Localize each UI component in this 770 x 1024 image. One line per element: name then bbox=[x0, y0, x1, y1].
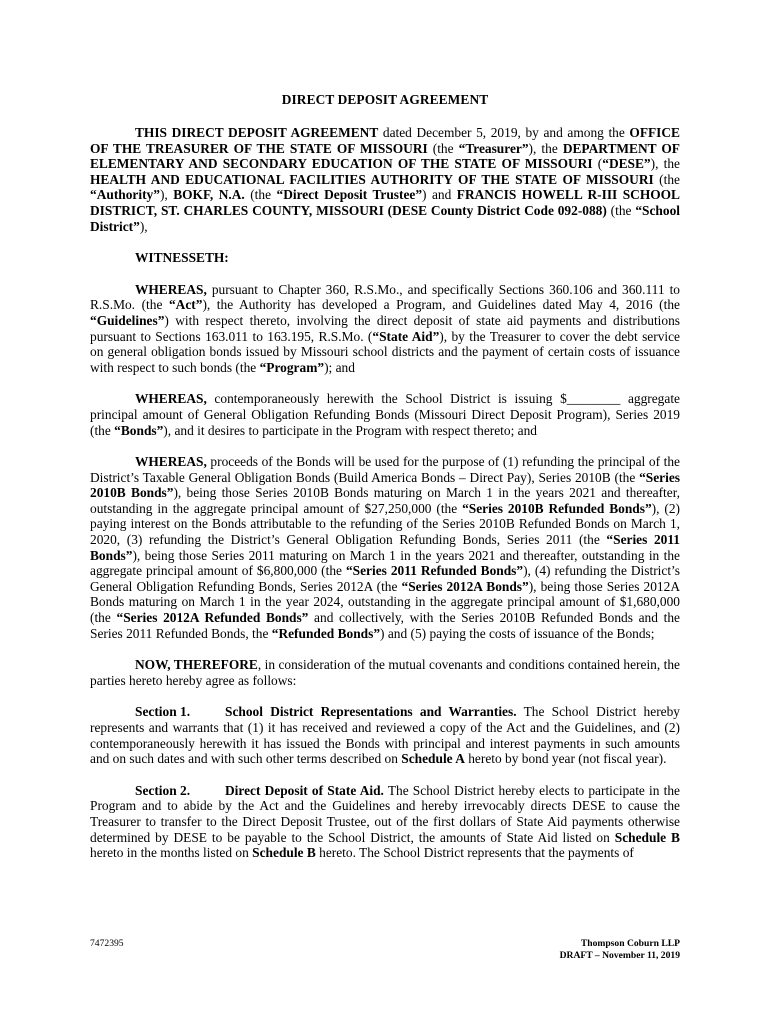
text-run: and collectively, with the Series 2010B Refunded Bonds and the Series 2011 Refunded Bonds, the bbox=[90, 610, 680, 641]
section-1-paragraph bbox=[90, 704, 680, 766]
text-run: FRANCIS HOWELL R-III SCHOOL DISTRICT, ST. CHARLES COUNTY, MISSOURI (DESE County District Code 092-088) bbox=[90, 187, 680, 218]
whereas-paragraph-1 bbox=[90, 282, 680, 376]
section-2-label: Section 2. bbox=[135, 782, 191, 798]
text-run: “Bonds” bbox=[114, 422, 164, 438]
text-run: “State Aid” bbox=[372, 328, 440, 344]
text-run: ), (4) refunding the District’s General Obligation Refunding Bonds, Series 2012A (the bbox=[90, 563, 680, 594]
text-run: “Series 2011 Refunded Bonds” bbox=[345, 563, 524, 579]
text-run: contemporaneously herewith the School District is issuing $________ aggregate principal amount of General Obligation Refunding Bonds (Missouri Direct Deposit Program), Series 2019 (the bbox=[90, 391, 680, 438]
text-run: ); and bbox=[324, 359, 355, 375]
text-run: ) and (5) paying the costs of issuance of the Bonds; bbox=[380, 625, 655, 641]
text-run: ) with respect thereto, involving the direct deposit of state aid payments and distributions pursuant to Sections 163.011 to 163.195, R.S.Mo. ( bbox=[90, 312, 680, 344]
text-run: “School District” bbox=[90, 202, 680, 234]
text-run: “Series 2012A Refunded Bonds” bbox=[116, 610, 309, 626]
text-run: The School District hereby elects to participate in the Program and to abide by the Act and the Guidelines and hereby irrevocably directs DESE to cause the Treasurer to transfer to the Direct Deposit Trustee, out of the first dollars of State Aid payments otherwise determined by DESE to be payable to the School District, the amounts of State Aid listed on bbox=[90, 782, 680, 845]
text-run: ( bbox=[592, 156, 603, 172]
text-run: “Authority” bbox=[90, 187, 160, 203]
text-run: ), by the Treasurer to cover the debt service on general obligation bonds issued by Missouri school districts and the payment of certain costs of issuance with respect to such bonds (the bbox=[90, 328, 681, 375]
text-run: ) and bbox=[422, 187, 457, 203]
text-run: WHEREAS, bbox=[135, 454, 207, 470]
text-run: dated December 5, 2019, by and among the bbox=[378, 125, 630, 140]
text-run: BOKF, N.A. bbox=[173, 187, 245, 203]
text-run: hereto. The School District represents that the payments of bbox=[315, 845, 634, 861]
text-run: ), the bbox=[650, 156, 681, 172]
text-run: (the bbox=[606, 202, 636, 218]
text-run: Schedule B bbox=[614, 829, 680, 845]
footer-firm-block bbox=[560, 938, 680, 962]
now-therefore-paragraph bbox=[90, 657, 680, 688]
text-run: HEALTH AND EDUCATIONAL FACILITIES AUTHORITY OF THE STATE OF MISSOURI bbox=[90, 171, 654, 187]
footer-firm-name: Thompson Coburn LLP bbox=[580, 938, 680, 949]
text-run: proceeds of the Bonds will be used for the purpose of (1) refunding the principal of the District’s Taxable General Obligation Bonds (Build America Bonds – Direct Pay), Series 2010B (the bbox=[90, 454, 680, 485]
text-run: “Direct Deposit Trustee” bbox=[276, 187, 423, 203]
text-run: ), being those Series 2012A Bonds maturing on March 1 in the year 2024, outstanding in the aggregate principal amount of $1,680,000 (the bbox=[90, 578, 680, 626]
text-run: ), bbox=[159, 187, 174, 203]
text-run: “DESE” bbox=[602, 156, 651, 172]
footer-draft-date: DRAFT – November 11, 2019 bbox=[559, 950, 680, 961]
text-run: ), (2) paying interest on the Bonds attributable to the refunding of the Series 2010B Refunded Bonds on March 1, 2020, (3) refunding the District’s General Obligation Refunding Bonds, Series 2011 (the bbox=[90, 500, 680, 548]
section-1-label: Section 1. bbox=[135, 704, 191, 720]
text-run: Schedule B bbox=[252, 845, 316, 861]
text-run: (the bbox=[653, 171, 681, 187]
whereas-paragraph-2 bbox=[90, 391, 680, 438]
document-page bbox=[90, 92, 680, 877]
text-run: hereto in the months listed on bbox=[90, 845, 253, 861]
text-run: OFFICE OF THE TREASURER OF THE STATE OF MISSOURI bbox=[90, 125, 680, 156]
text-run: , in consideration of the mutual covenants and conditions contained herein, the parties hereto hereby agree as follows: bbox=[90, 657, 680, 688]
text-run: ), the bbox=[528, 140, 563, 156]
text-run: Direct Deposit of State Aid. bbox=[225, 782, 384, 798]
text-run: ), and it desires to participate in the Program with respect thereto; and bbox=[163, 422, 537, 438]
text-run: “Refunded Bonds” bbox=[271, 625, 381, 641]
text-run: ), bbox=[139, 218, 148, 234]
text-run: THIS DIRECT DEPOSIT AGREEMENT bbox=[135, 125, 379, 140]
text-run: “Program” bbox=[259, 359, 325, 375]
text-run: The School District hereby represents and warrants that (1) it has received and reviewed a copy of the Act and the Guidelines, and (2) contemporaneously herewith it has issued the Bonds with principal and interest payments in such amounts and on such dates and with such other terms described on bbox=[90, 704, 680, 767]
text-run: (the bbox=[244, 187, 277, 203]
whereas-paragraph-3 bbox=[90, 454, 680, 641]
text-run: hereto by bond year (not fiscal year). bbox=[464, 751, 667, 767]
text-run: Schedule A bbox=[401, 751, 465, 767]
intro-paragraph bbox=[90, 125, 680, 234]
text-run: “Series 2012A Bonds” bbox=[401, 578, 529, 594]
text-run: School District Representations and Warranties. bbox=[225, 704, 517, 720]
text-run: “Series 2011 Bonds” bbox=[90, 532, 680, 563]
text-run: WHEREAS, bbox=[135, 391, 207, 407]
text-run: “Series 2010B Bonds” bbox=[90, 469, 680, 501]
text-run: WHEREAS, bbox=[135, 281, 207, 297]
text-run: “Series 2010B Refunded Bonds” bbox=[462, 500, 652, 516]
document-title: DIRECT DEPOSIT AGREEMENT bbox=[281, 92, 489, 107]
text-run: ), the Authority has developed a Program, and Guidelines dated May 4, 2016 (the bbox=[202, 297, 680, 313]
text-run: pursuant to Chapter 360, R.S.Mo., and specifically Sections 360.106 and 360.111 to R.S.Mo. (the bbox=[90, 281, 680, 313]
text-run: “Treasurer” bbox=[458, 140, 529, 156]
witnesseth-heading: WITNESSETH: bbox=[135, 250, 229, 266]
text-run: (the bbox=[427, 140, 459, 156]
footer-doc-number: 7472395 bbox=[90, 938, 124, 949]
section-2-paragraph bbox=[90, 783, 680, 861]
text-run: ), being those Series 2010B Bonds maturing on March 1 in the years 2021 and thereafter, outstanding in the aggregate principal amount of $27,250,000 (the bbox=[90, 485, 680, 516]
text-run: DEPARTMENT OF ELEMENTARY AND SECONDARY EDUCATION OF THE STATE OF MISSOURI bbox=[90, 140, 680, 172]
text-run: NOW, THEREFORE bbox=[135, 657, 258, 673]
text-run: ), being those Series 2011 maturing on March 1 in the years 2021 and thereafter, outstanding in the aggregate principal amount of $6,800,000 (the bbox=[90, 547, 680, 579]
text-run: “Guidelines” bbox=[90, 312, 165, 328]
text-run: “Act” bbox=[168, 297, 203, 313]
